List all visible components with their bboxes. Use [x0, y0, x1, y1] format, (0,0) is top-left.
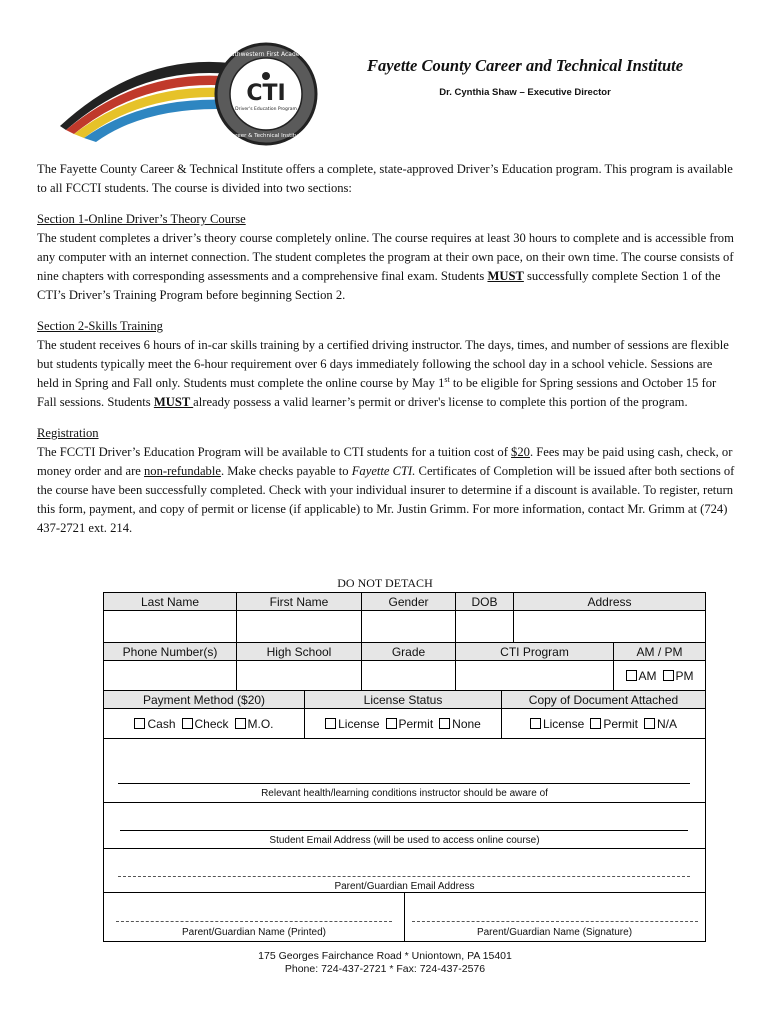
money-order-checkbox[interactable] — [235, 718, 246, 729]
none-option[interactable]: None — [439, 717, 481, 731]
logo-ring-top: Southwestern First Academy — [223, 51, 309, 58]
gender-field[interactable] — [362, 611, 456, 643]
cti-program-field[interactable] — [456, 661, 614, 691]
section1-heading: Section 1-Online Driver’s Theory Course — [37, 212, 246, 226]
pm-checkbox[interactable] — [663, 670, 674, 681]
health-conditions-caption: Relevant health/learning conditions instructor should be aware of — [261, 788, 548, 799]
section2-paragraph: The student receives 6 hours of in-car skills training by a certified driving instructor. The days, times, and number of sessions are flexible but students typically meet the 6-hour requirement over 6 days immediately following the school day in a school vehicle. Sessions are held in Spring and Fall only. Students must complete the online course by May 1st to be eligible for Spring sessions and October 15 for Fall sessions. Students MUST already possess a valid learner’s permit or driver's license to complete this portion of the program. — [37, 338, 729, 409]
money-order-option[interactable]: M.O. — [235, 717, 274, 731]
pm-option[interactable]: PM — [663, 669, 694, 683]
check-checkbox[interactable] — [182, 718, 193, 729]
do-not-detach-label: DO NOT DETACH — [337, 576, 433, 590]
license-options — [305, 709, 502, 739]
copy-na-option[interactable]: N/A — [644, 717, 677, 731]
license-option[interactable]: License — [325, 717, 379, 731]
ampm-options — [614, 661, 705, 691]
copy-na-checkbox[interactable] — [644, 718, 655, 729]
copy-license-option[interactable]: License — [530, 717, 584, 731]
logo-acronym: CTI — [246, 81, 286, 106]
cti-program-header: CTI Program — [456, 643, 614, 661]
footer-address: 175 Georges Fairchance Road * Uniontown, PA 15401 — [258, 950, 512, 962]
high-school-header: High School — [237, 643, 362, 661]
ampm-header: AM / PM — [614, 643, 705, 661]
student-email-field[interactable] — [120, 830, 688, 831]
am-option[interactable]: AM — [626, 669, 657, 683]
payment-method-header: Payment Method ($20) — [104, 691, 305, 709]
cash-option[interactable]: Cash — [134, 717, 175, 731]
parent-printed-name-field[interactable] — [116, 921, 392, 922]
payment-options — [104, 709, 305, 739]
footer-phone: Phone: 724-437-2721 * Fax: 724-437-2576 — [284, 963, 486, 975]
document-body — [37, 160, 737, 538]
gender-header: Gender — [362, 593, 456, 611]
grade-header: Grade — [362, 643, 456, 661]
copy-permit-checkbox[interactable] — [590, 718, 601, 729]
registration-paragraph: The FCCTI Driver’s Education Program will be available to CTI students for a tuition cost of $20. Fees may be paid using cash, check, or money order and are non-refundable. Make checks payable to Fayette CTI. Certificates of Completion will be issued after both sections of the course have been successfully completed. Check with your individual insurer to determine if a discount is available. To register, return this form, payment, and copy of permit or license (if applicable) to Mr. Justin Grimm. For more information, contact Mr. Grimm at (724) 437-2721 ext. 214. — [37, 445, 735, 535]
phone-field[interactable] — [104, 661, 237, 691]
copy-permit-option[interactable]: Permit — [590, 717, 638, 731]
cash-checkbox[interactable] — [134, 718, 145, 729]
cti-logo — [40, 34, 340, 152]
dob-header: DOB — [456, 593, 514, 611]
logo-ring-inner: Driver's Education Program — [235, 107, 297, 112]
section2-heading: Section 2-Skills Training — [37, 319, 163, 333]
parent-email-field[interactable] — [118, 876, 690, 877]
copy-options — [502, 709, 705, 739]
license-checkbox[interactable] — [325, 718, 336, 729]
high-school-field[interactable] — [237, 661, 362, 691]
parent-signature-field[interactable] — [412, 921, 698, 922]
first-name-header: First Name — [237, 593, 362, 611]
organization-title: Fayette County Career and Technical Institute — [366, 56, 684, 75]
phone-header: Phone Number(s) — [104, 643, 237, 661]
parent-printed-name-caption: Parent/Guardian Name (Printed) — [182, 927, 326, 938]
director-line: Dr. Cynthia Shaw – Executive Director — [439, 87, 611, 98]
last-name-header: Last Name — [104, 593, 237, 611]
logo-ring-bottom: Career & Technical Institute — [227, 133, 305, 139]
address-header: Address — [514, 593, 705, 611]
permit-checkbox[interactable] — [386, 718, 397, 729]
copy-document-header: Copy of Document Attached — [502, 691, 705, 709]
copy-license-checkbox[interactable] — [530, 718, 541, 729]
section1-paragraph: The student completes a driver’s theory course completely online. The course requires at least 30 hours to complete and is accessible from any computer with an internet connection. The student completes the program at their own pace, on their own time. The course consists of nine chapters with corresponding assessments and a comprehensive final exam. Students MUST successfully complete Section 1 of the CTI’s Driver’s Training Program before beginning Section 2. — [37, 231, 734, 302]
health-conditions-field[interactable] — [118, 783, 690, 784]
license-status-header: License Status — [305, 691, 502, 709]
am-checkbox[interactable] — [626, 670, 637, 681]
registration-heading: Registration — [37, 426, 99, 440]
parent-signature-caption: Parent/Guardian Name (Signature) — [476, 927, 633, 938]
parent-email-caption: Parent/Guardian Email Address — [334, 881, 475, 892]
dob-field[interactable] — [456, 611, 514, 643]
permit-option[interactable]: Permit — [386, 717, 434, 731]
check-option[interactable]: Check — [182, 717, 229, 731]
last-name-field[interactable] — [104, 611, 237, 643]
address-field[interactable] — [514, 611, 705, 643]
student-email-caption: Student Email Address (will be used to access online course) — [269, 835, 540, 846]
intro-paragraph: The Fayette County Career & Technical Institute offers a complete, state-approved Driver’s Education program. This program is available to all FCCTI students. The course is divided into two sections: — [37, 162, 733, 195]
first-name-field[interactable] — [237, 611, 362, 643]
registration-form — [103, 592, 706, 942]
footer — [0, 950, 770, 976]
none-checkbox[interactable] — [439, 718, 450, 729]
grade-field[interactable] — [362, 661, 456, 691]
